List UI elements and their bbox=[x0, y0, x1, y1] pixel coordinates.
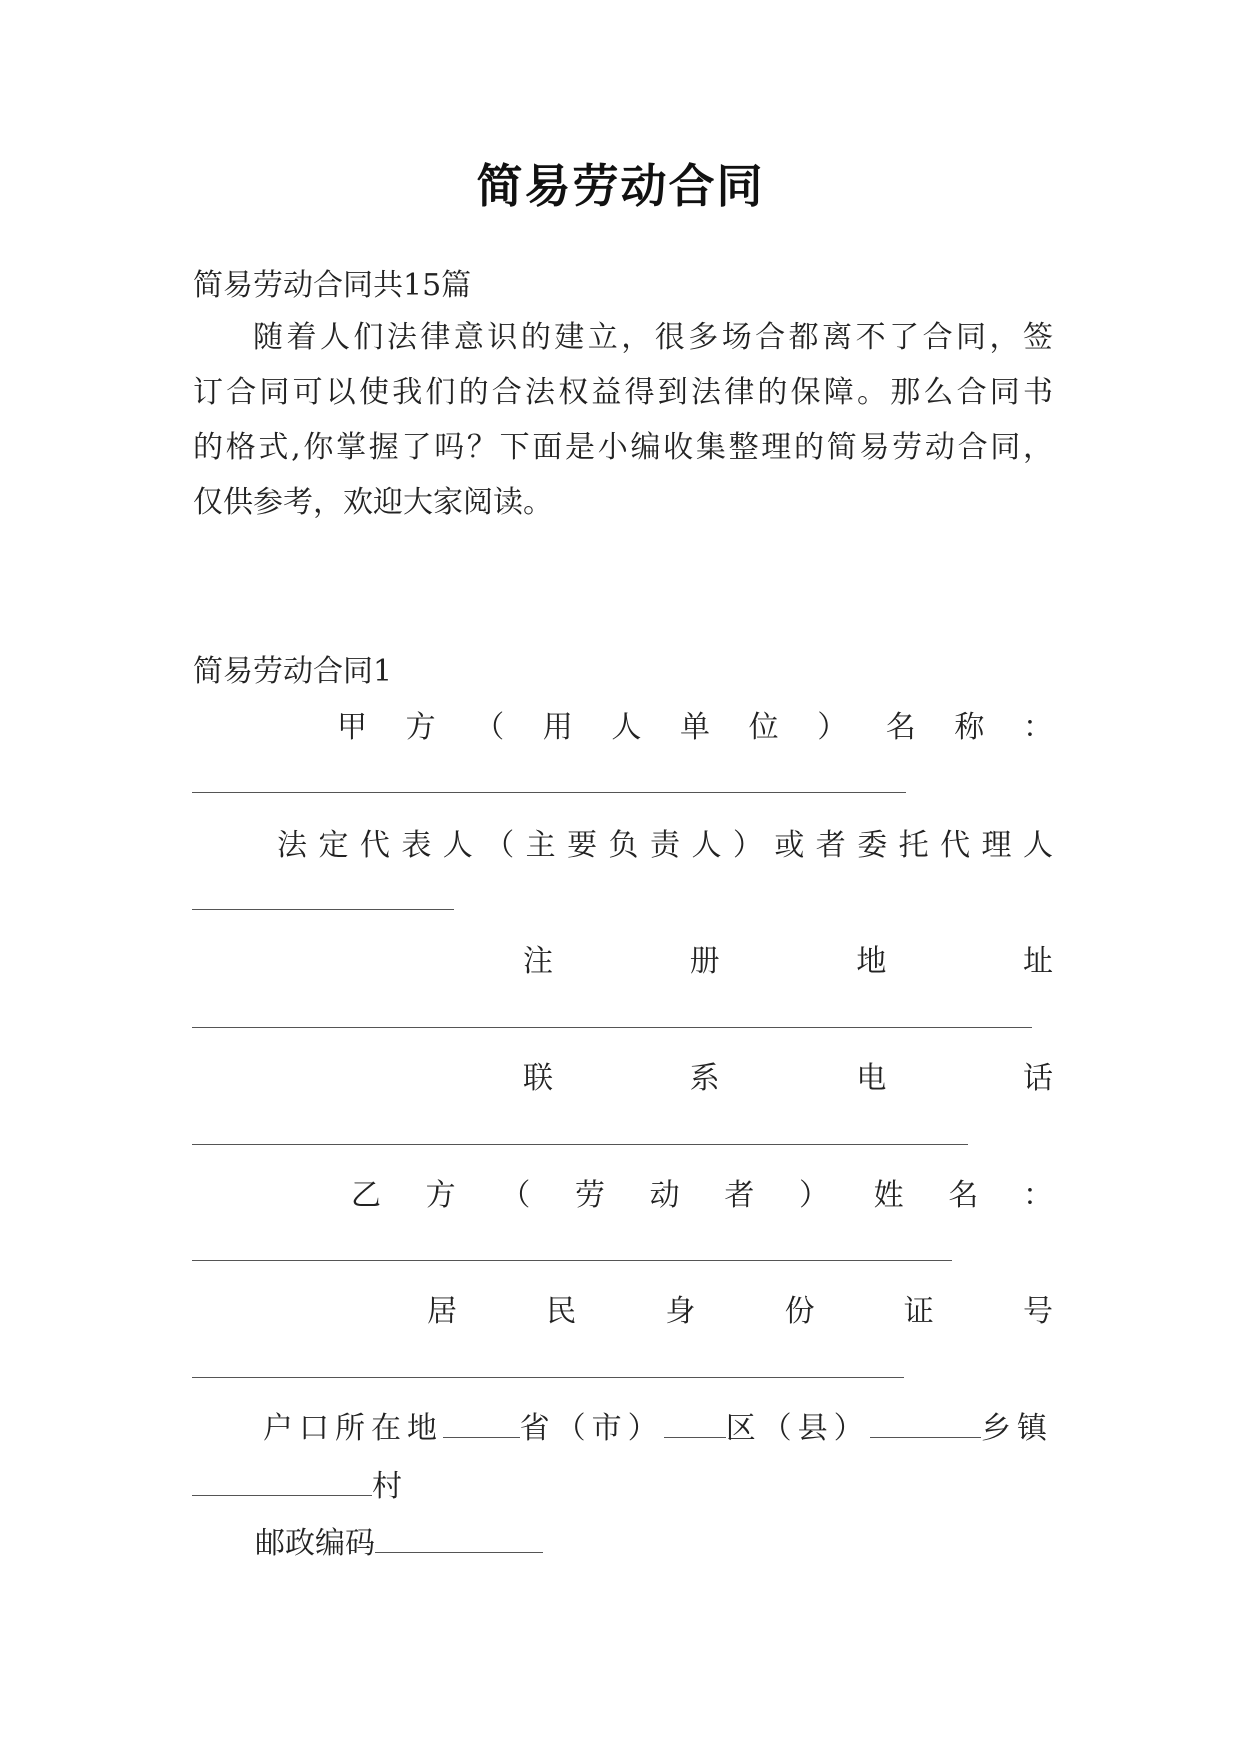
field-village-row bbox=[192, 1467, 402, 1507]
field-reg-address-blank bbox=[192, 1027, 1032, 1028]
document-title: 简易劳动合同 bbox=[476, 159, 765, 213]
field-township-label: 乡镇 bbox=[981, 1411, 1053, 1446]
field-village-label: 村 bbox=[372, 1469, 402, 1504]
field-postcode-blank bbox=[375, 1528, 543, 1553]
field-party-b-name-blank bbox=[192, 1260, 952, 1261]
field-province-label: 省（市） bbox=[519, 1411, 664, 1446]
field-legal-rep-blank bbox=[192, 909, 454, 910]
field-hukou-village-blank bbox=[192, 1471, 372, 1496]
field-id-number-label: 居民身份证号 bbox=[427, 1294, 1053, 1329]
field-id-number-blank bbox=[192, 1377, 904, 1378]
document-subtitle: 简易劳动合同共15篇 bbox=[193, 268, 472, 303]
intro-line-3: 的格式,你掌握了吗？下面是小编收集整理的简易劳动合同， bbox=[193, 430, 1053, 465]
intro-line-4: 仅供参考，欢迎大家阅读。 bbox=[193, 485, 553, 520]
field-hukou-district-blank-2 bbox=[870, 1413, 901, 1438]
field-hukou-province-blank bbox=[443, 1413, 520, 1438]
field-hukou-township-blank bbox=[901, 1413, 981, 1438]
field-hukou-district-blank bbox=[664, 1413, 726, 1438]
field-hukou-label: 户口所在地 bbox=[263, 1411, 443, 1446]
field-party-a-name-blank bbox=[192, 792, 906, 793]
field-postcode-row bbox=[255, 1524, 543, 1564]
field-party-a-name-label: 甲方（用人单位）名称： bbox=[337, 710, 1053, 745]
field-reg-address-label: 注册地址 bbox=[523, 944, 1053, 979]
field-phone-label: 联系电话 bbox=[523, 1061, 1053, 1096]
field-postcode-label: 邮政编码 bbox=[255, 1526, 375, 1561]
intro-line-2: 订合同可以使我们的合法权益得到法律的保障。那么合同书 bbox=[193, 375, 1053, 410]
intro-line-1: 随着人们法律意识的建立，很多场合都离不了合同，签 bbox=[253, 320, 1053, 355]
field-hukou-row bbox=[263, 1409, 1053, 1449]
section-title: 简易劳动合同1 bbox=[193, 654, 393, 689]
field-party-b-name-label: 乙方（劳动者）姓名： bbox=[351, 1178, 1053, 1213]
field-legal-rep-label: 法定代表人（主要负责人）或者委托代理人 bbox=[277, 828, 1053, 863]
field-phone-blank bbox=[192, 1144, 968, 1145]
field-district-label: 区（县） bbox=[725, 1411, 870, 1446]
